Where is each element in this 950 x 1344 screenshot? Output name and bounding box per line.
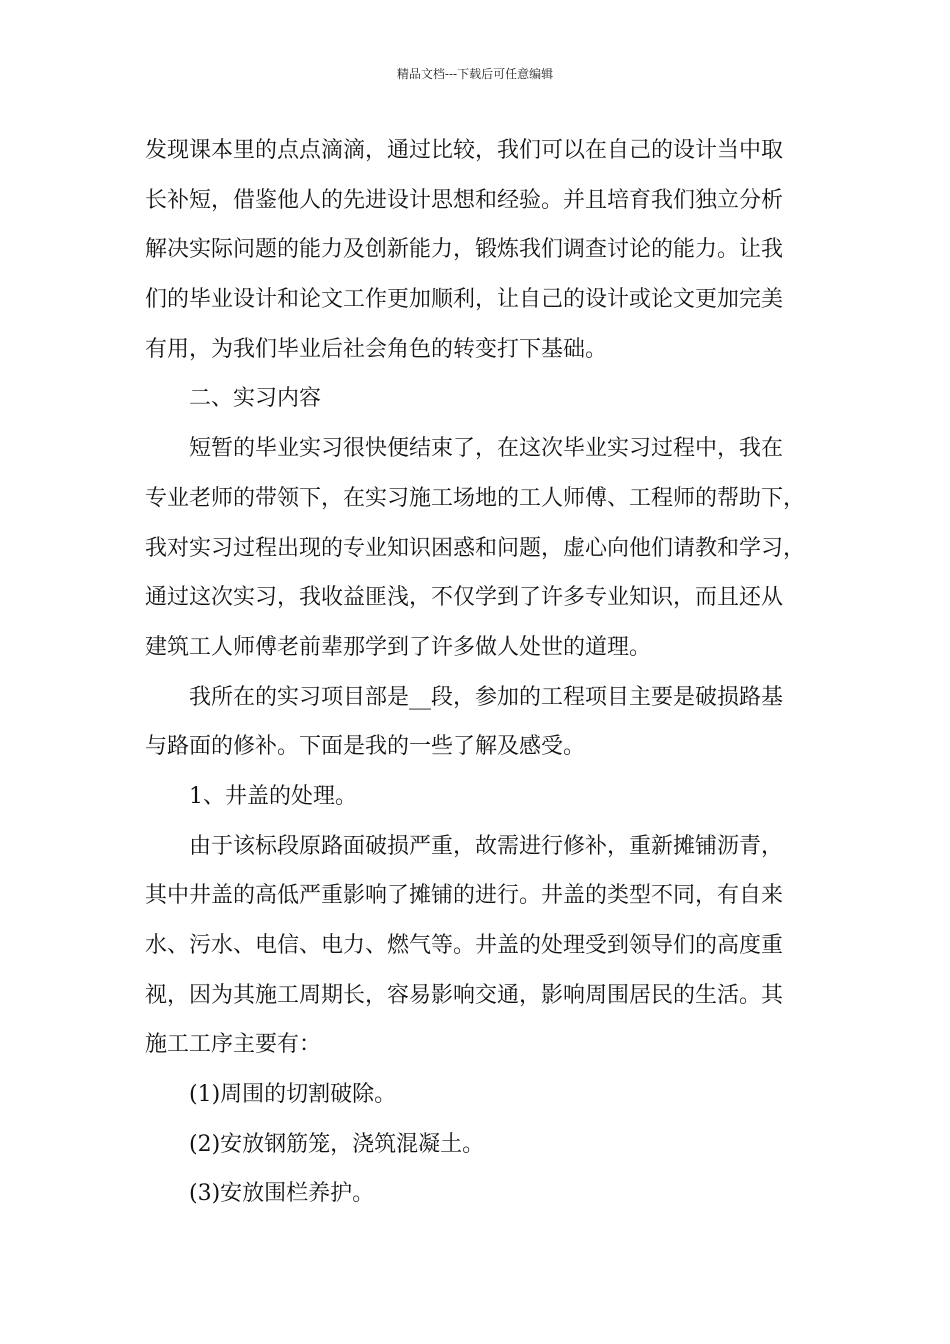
text-line: 有用，为我们毕业后社会角色的转变打下基础。 bbox=[145, 336, 608, 362]
text-line: 由于该标段原路面破损严重，故需进行修补，重新摊铺沥青， bbox=[189, 833, 784, 859]
text-line: 们的毕业设计和论文工作更加顺利，让自己的设计或论文更加完美 bbox=[145, 287, 784, 313]
text-line: 短暂的毕业实习很快便结束了，在这次毕业实习过程中，我在 bbox=[189, 436, 784, 462]
subsection-heading: 1、井盖的处理。 bbox=[189, 783, 357, 809]
text-line: 建筑工人师傅老前辈那学到了许多做人处世的道理。 bbox=[145, 634, 652, 660]
page-header: 精品文档---下载后可任意编辑 bbox=[396, 67, 554, 81]
text-line: 与路面的修补。下面是我的一些了解及感受。 bbox=[145, 734, 586, 760]
section-heading: 二、实习内容 bbox=[189, 386, 322, 412]
text-line: 施工工序主要有： bbox=[145, 1032, 322, 1058]
list-item: (2)安放钢筋笼，浇筑混凝土。 bbox=[189, 1131, 485, 1157]
text-line: 通过这次实习，我收益匪浅，不仅学到了许多专业知识，而且还从 bbox=[145, 585, 784, 611]
text-line: 长补短，借鉴他人的先进设计思想和经验。并且培育我们独立分析 bbox=[145, 187, 784, 213]
text-line: 专业老师的带领下，在实习施工场地的工人师傅、工程师的帮助下， bbox=[145, 485, 806, 511]
list-item: (1)周围的切割破除。 bbox=[189, 1082, 397, 1108]
text-line: 解决实际问题的能力及创新能力，锻炼我们调查讨论的能力。让我 bbox=[145, 237, 784, 263]
text-line: 我所在的实习项目部是__段，参加的工程项目主要是破损路基 bbox=[189, 684, 784, 710]
list-item: (3)安放围栏养护。 bbox=[189, 1181, 375, 1207]
text-line: 视，因为其施工周期长，容易影响交通，影响周围居民的生活。其 bbox=[145, 982, 784, 1008]
text-line: 发现课本里的点点滴滴，通过比较，我们可以在自己的设计当中取 bbox=[145, 138, 784, 163]
document-body bbox=[145, 126, 815, 1219]
text-line: 其中井盖的高低严重影响了摊铺的进行。井盖的类型不同，有自来 bbox=[145, 883, 784, 909]
text-line: 我对实习过程出现的专业知识困惑和问题，虚心向他们请教和学习， bbox=[145, 535, 806, 561]
text-line: 水、污水、电信、电力、燃气等。井盖的处理受到领导们的高度重 bbox=[145, 933, 784, 958]
